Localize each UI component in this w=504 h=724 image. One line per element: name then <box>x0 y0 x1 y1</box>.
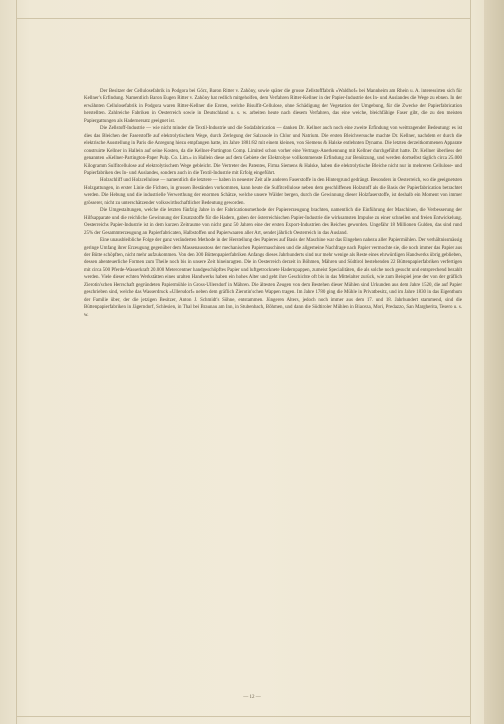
paragraph: Der Besitzer der Cellulosefabrik in Podgora bei Görz, Baron Ritter v. Zahöny, sowie später die grosse Zellstofffabrik »Waldhof« bei Mannheim am Rhein u. A. interessirten sich für Kellner's Erfindung. Namentlich Baron Eugen Ritter v. Zahöny hat redlich mitgeholfen, dem Verfahren Ritter-Kellner in der Papier-Industrie des In- und Auslandes die Wege zu ebnen. In der erwähnten Cellulosefabrik in Podgora waren Ritter-Kellner die Ersten, welche Bisulfit-Cellulose, ohne Schädigung der Vegetation der Umgebung, für die Zwecke der Papierfabrication herstellten. Zahlreiche Fabriken in Oesterreich sowie in Deutschland u. s. w. arbeiten heute nach diesem Verfahren, das eine weiche, bleichfähige Faser gibt, die zu den meisten Papiergattungen als Hadernersatz geeignet ist. <box>84 89 462 124</box>
margin-rule-bottom <box>16 716 470 717</box>
paragraph: Eine unausbleibliche Folge der ganz veränderten Methode in der Herstellung des Papieres auf Basis der Maschine war das Eingehen nahezu aller Papiermühlen. Der verhältnissmässig geringe Umfang ihrer Erzeugung gegenüber dem Massenausstoss der mechanischen Papiermaschinen und die allgemeine Nachfrage nach Papier vermochte sie, die noch immer das Papier aus der Bütte schöpften, nicht mehr aufzukommen. Von den 300 Büttenpapierfabriken Anfangs dieses Jahrhunderts sind nur mehr wenige als Reste eines ehrwürdigen Handwerks übrig geblieben, dessen abenteuerliche Formen zum Theile noch bis in unsere Zeit hineinragten. Die in Oesterreich derzeit in Böhmen, Mähren und Südtirol bestehenden 22 Büttenpapierfabriken verfertigen mit circa 500 Pferde-Wasserkraft 20.000 Metercentner handgeschöpftes Papier und luftgetrocknete Hadernpappen, zumeist Specialitäten, die als solche noch gesucht und entsprechend bezahlt werden. Viele dieser echten Werkstätten eines uralten Handwerks haben ein hohes Alter und geht ihre Geschichte oft bis in das Mittelalter zurück, wie zum Beispiel jene der von der gräflich Zierotin'schen Herrschaft gegründeten Papiermühle in Gross-Ullersdorf in Mähren. Die ältesten Zeugen von dem Bestehen dieser Mühlen sind Urkunden aus dem Jahre 1520, die auf Papier geschrieben sind, welche das Wasserdruck »Ullersdorf« neben dem gräflich Zierotin'schen Wappen tragen. Im Jahre 1780 ging die Mühle in Privatbesitz, und im Jahre 1830 in das Eigenthum der Familie über, der die jetzigen Besitzer, Anton J. Schmidt's Söhne, entstammen. Jüngeren Alters, jedoch noch immer aus dem 17. und 18. Jahrhundert stammend, sind die Büttenpapierfabriken in Jägerndorf, Schlesien, in Thal bei Braunau am Inn, in Stubenbach, Böhmen, und dann die Südtiroler Mühlen in Biaceza, Mori, Predazzo, San Margherita, Tesero u. s. w. <box>84 238 462 318</box>
margin-rule-top <box>16 18 470 19</box>
page-number: — 12 — <box>243 695 261 700</box>
margin-rule-left <box>16 0 17 724</box>
margin-rule-right <box>470 0 471 724</box>
page-edge <box>484 0 504 724</box>
paragraph: Die Zellstoff-Industrie — wie nicht minder die Textil-Industrie und die Sodafabrication — danken Dr. Kellner auch noch eine zweite Erfindung von weittragender Bedeutung: es ist dies das Bleichen der Faserstoffe auf elektrolytischem Wege, durch Zerlegung der Salzsoole in Chlor und Natrium. Die ersten Bleichversuche machte Dr. Kellner, nachdem er durch die elektrische Ausstellung in Paris die Anregung hiezu empfangen hatte, im Jahre 1881/82 mit einem kleinen, von Siemens & Halske entlehnten Dynamo. Die letzten derzeitkommenen Apparate construirte Kellner in Hallein auf seine Kosten, da die Kellner-Partington Comp. Limited schon vorher eine Vertrags-Anerkennung mit Kellner durchgeführt hatte. Dr. Kellner überliess der genannten »Kellner-Partington-Paper Pulp. Co. Lim.« in Hallein diese auf dem Gebiete der Elektrolyse vollkommenste Erfindung zur Benützung, und werden dortselbst täglich circa 25.000 Kilogramm Sulfitcellulose auf elektrolytischem Wege gebleicht. Die Vertreter des Patentes, Firma Siemens & Halske, haben die elektrolytische Bleiche nicht nur in mehreren Cellulose- und Papierfabriken des In- und Auslandes, sondern auch in die Textil-Industrie mit Erfolg eingeführt. <box>84 126 462 176</box>
paragraph: Die Umgestaltungen, welche die letzten fünfzig Jahre in der Fabricationsmethode der Papiererzeugung brachten, namentlich die Einführung der Maschinen, die Verbesserung der Hilfsapparate und die reichliche Gewinnung der Ersatzstoffe für die Hadern, gaben der österreichischen Papier-Industrie die wirksamsten Impulse zu einer schnellen und freien Entwickelung. Oesterreichs Papier-Industrie ist in dem kurzen Zeitraume von nicht ganz 50 Jahren eine der ersten Export-Industrien des Reiches geworden. Ungefähr 18 Millionen Gulden, das sind rund 25% der Gesammterzeugung an Papierfabricaten, Halbstoffen und Papierwaaren aller Art, sendet jährlich Oesterreich in das Ausland. <box>84 208 462 236</box>
paragraph: Holzschliff und Holzcellulose — namentlich die letztere — haben in neuester Zeit alle anderen Faserstoffe in den Hintergrund gedrängt. Besonders in Oesterreich, wo die geeignetsten Holzgattungen, in erster Linie die Fichten, in grossen Beständen vorkommen, kann heute die Sulfitcellulose neben dem geschliffenen Holzstoff als die Basis der Papierfabrication betrachtet werden. Die Hebung und die industrielle Verwerthung der enormen Schätze, welche unsere Wälder bergen, durch die Gewinnung dieser Holzfaserstoffe, ist deshalb ein Moment von immer grösserer, nicht zu unterschätzender volkswirthschaftlicher Bedeutung geworden. <box>84 178 462 206</box>
body-text <box>84 88 462 319</box>
